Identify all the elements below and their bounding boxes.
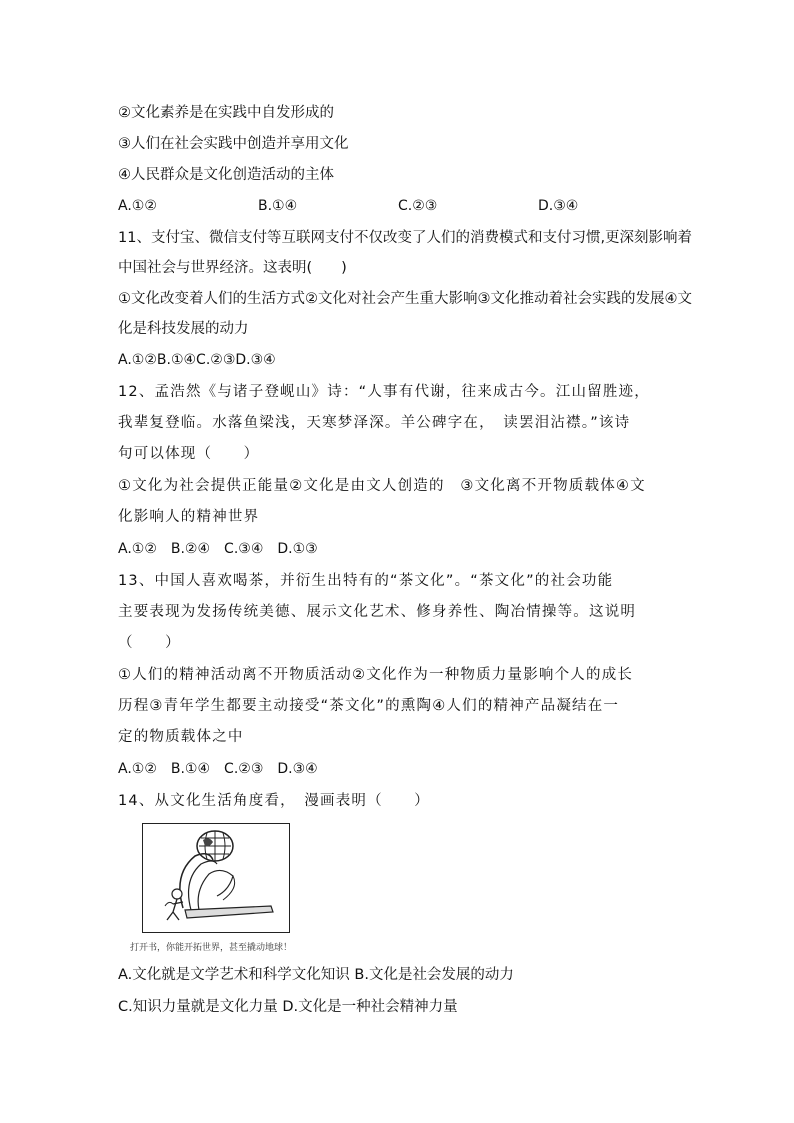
cartoon-image bbox=[142, 823, 290, 933]
q10-options bbox=[118, 196, 678, 216]
q13-stem-line3: （ ） bbox=[118, 635, 181, 651]
q11-stem-line1: 11、支付宝、微信支付等互联网支付不仅改变了人们的消费模式和支付习惯,更深刻影响着 bbox=[118, 230, 693, 246]
q12-statements-line2: 化影响人的精神世界 bbox=[118, 509, 260, 525]
q13-statements-line1: ①人们的精神活动离不开物质活动②文化作为一种物质力量影响个人的成长 bbox=[118, 667, 634, 683]
q10-option-d: D.③④ bbox=[538, 198, 579, 214]
q10-option-a: A.①② bbox=[118, 198, 157, 214]
q13-statements-line3: 定的物质载体之中 bbox=[118, 729, 244, 745]
q13-statements-line2: 历程③青年学生都要主动接受“茶文化”的熏陶④人们的精神产品凝结在一 bbox=[118, 698, 620, 714]
q13-options: A.①② B.①④ C.②③ D.③④ bbox=[118, 761, 318, 777]
q14-options-line2: C.知识力量就是文化力量 D.文化是一种社会精神力量 bbox=[118, 999, 458, 1015]
statement-4: ④人民群众是文化创造活动的主体 bbox=[118, 167, 334, 183]
q10-option-b: B.①④ bbox=[258, 198, 298, 214]
q14-options-line1: A.文化就是文学艺术和科学文化知识 B.文化是社会发展的动力 bbox=[118, 967, 514, 983]
q13-stem-line2: 主要表现为发扬传统美德、展示文化艺术、修身养性、陶冶情操等。这说明 bbox=[118, 604, 637, 620]
q12-statements-line1: ①文化为社会提供正能量②文化是由文人创造的 ③文化离不开物质载体④文 bbox=[118, 478, 646, 494]
cartoon-caption: 打开书，你能开拓世界，甚至撬动地球！ bbox=[130, 943, 293, 953]
q11-options: A.①②B.①④C.②③D.③④ bbox=[118, 352, 276, 368]
statement-3: ③人们在社会实践中创造并享用文化 bbox=[118, 136, 349, 152]
q12-stem-line1: 12、孟浩然《与诸子登岘山》诗：“人事有代谢，往来成古今。江山留胜迹， bbox=[118, 384, 650, 400]
q11-stem-line2: 中国社会与世界经济。这表明( ) bbox=[118, 260, 347, 276]
q12-stem-line3: 句可以体现（ ） bbox=[118, 446, 260, 462]
q10-option-c: C.②③ bbox=[398, 198, 438, 214]
q11-statements-line1: ①文化改变着人们的生活方式②文化对社会产生重大影响③文化推动着社会实践的发展④文 bbox=[118, 291, 692, 307]
q11-statements-line2: 化是科技发展的动力 bbox=[118, 321, 249, 337]
q12-options: A.①② B.②④ C.③④ D.①③ bbox=[118, 541, 318, 557]
statement-2: ②文化素养是在实践中自发形成的 bbox=[118, 105, 334, 121]
book-lever-globe-icon bbox=[143, 824, 289, 932]
q13-stem-line1: 13、中国人喜欢喝茶，并衍生出特有的“茶文化”。“茶文化”的社会功能 bbox=[118, 573, 614, 589]
q12-stem-line2: 我辈复登临。水落鱼梁浅，天寒梦泽深。羊公碑字在， 读罢泪沾襟。”该诗 bbox=[118, 415, 631, 431]
q14-stem: 14、从文化生活角度看， 漫画表明（ ） bbox=[118, 793, 430, 809]
